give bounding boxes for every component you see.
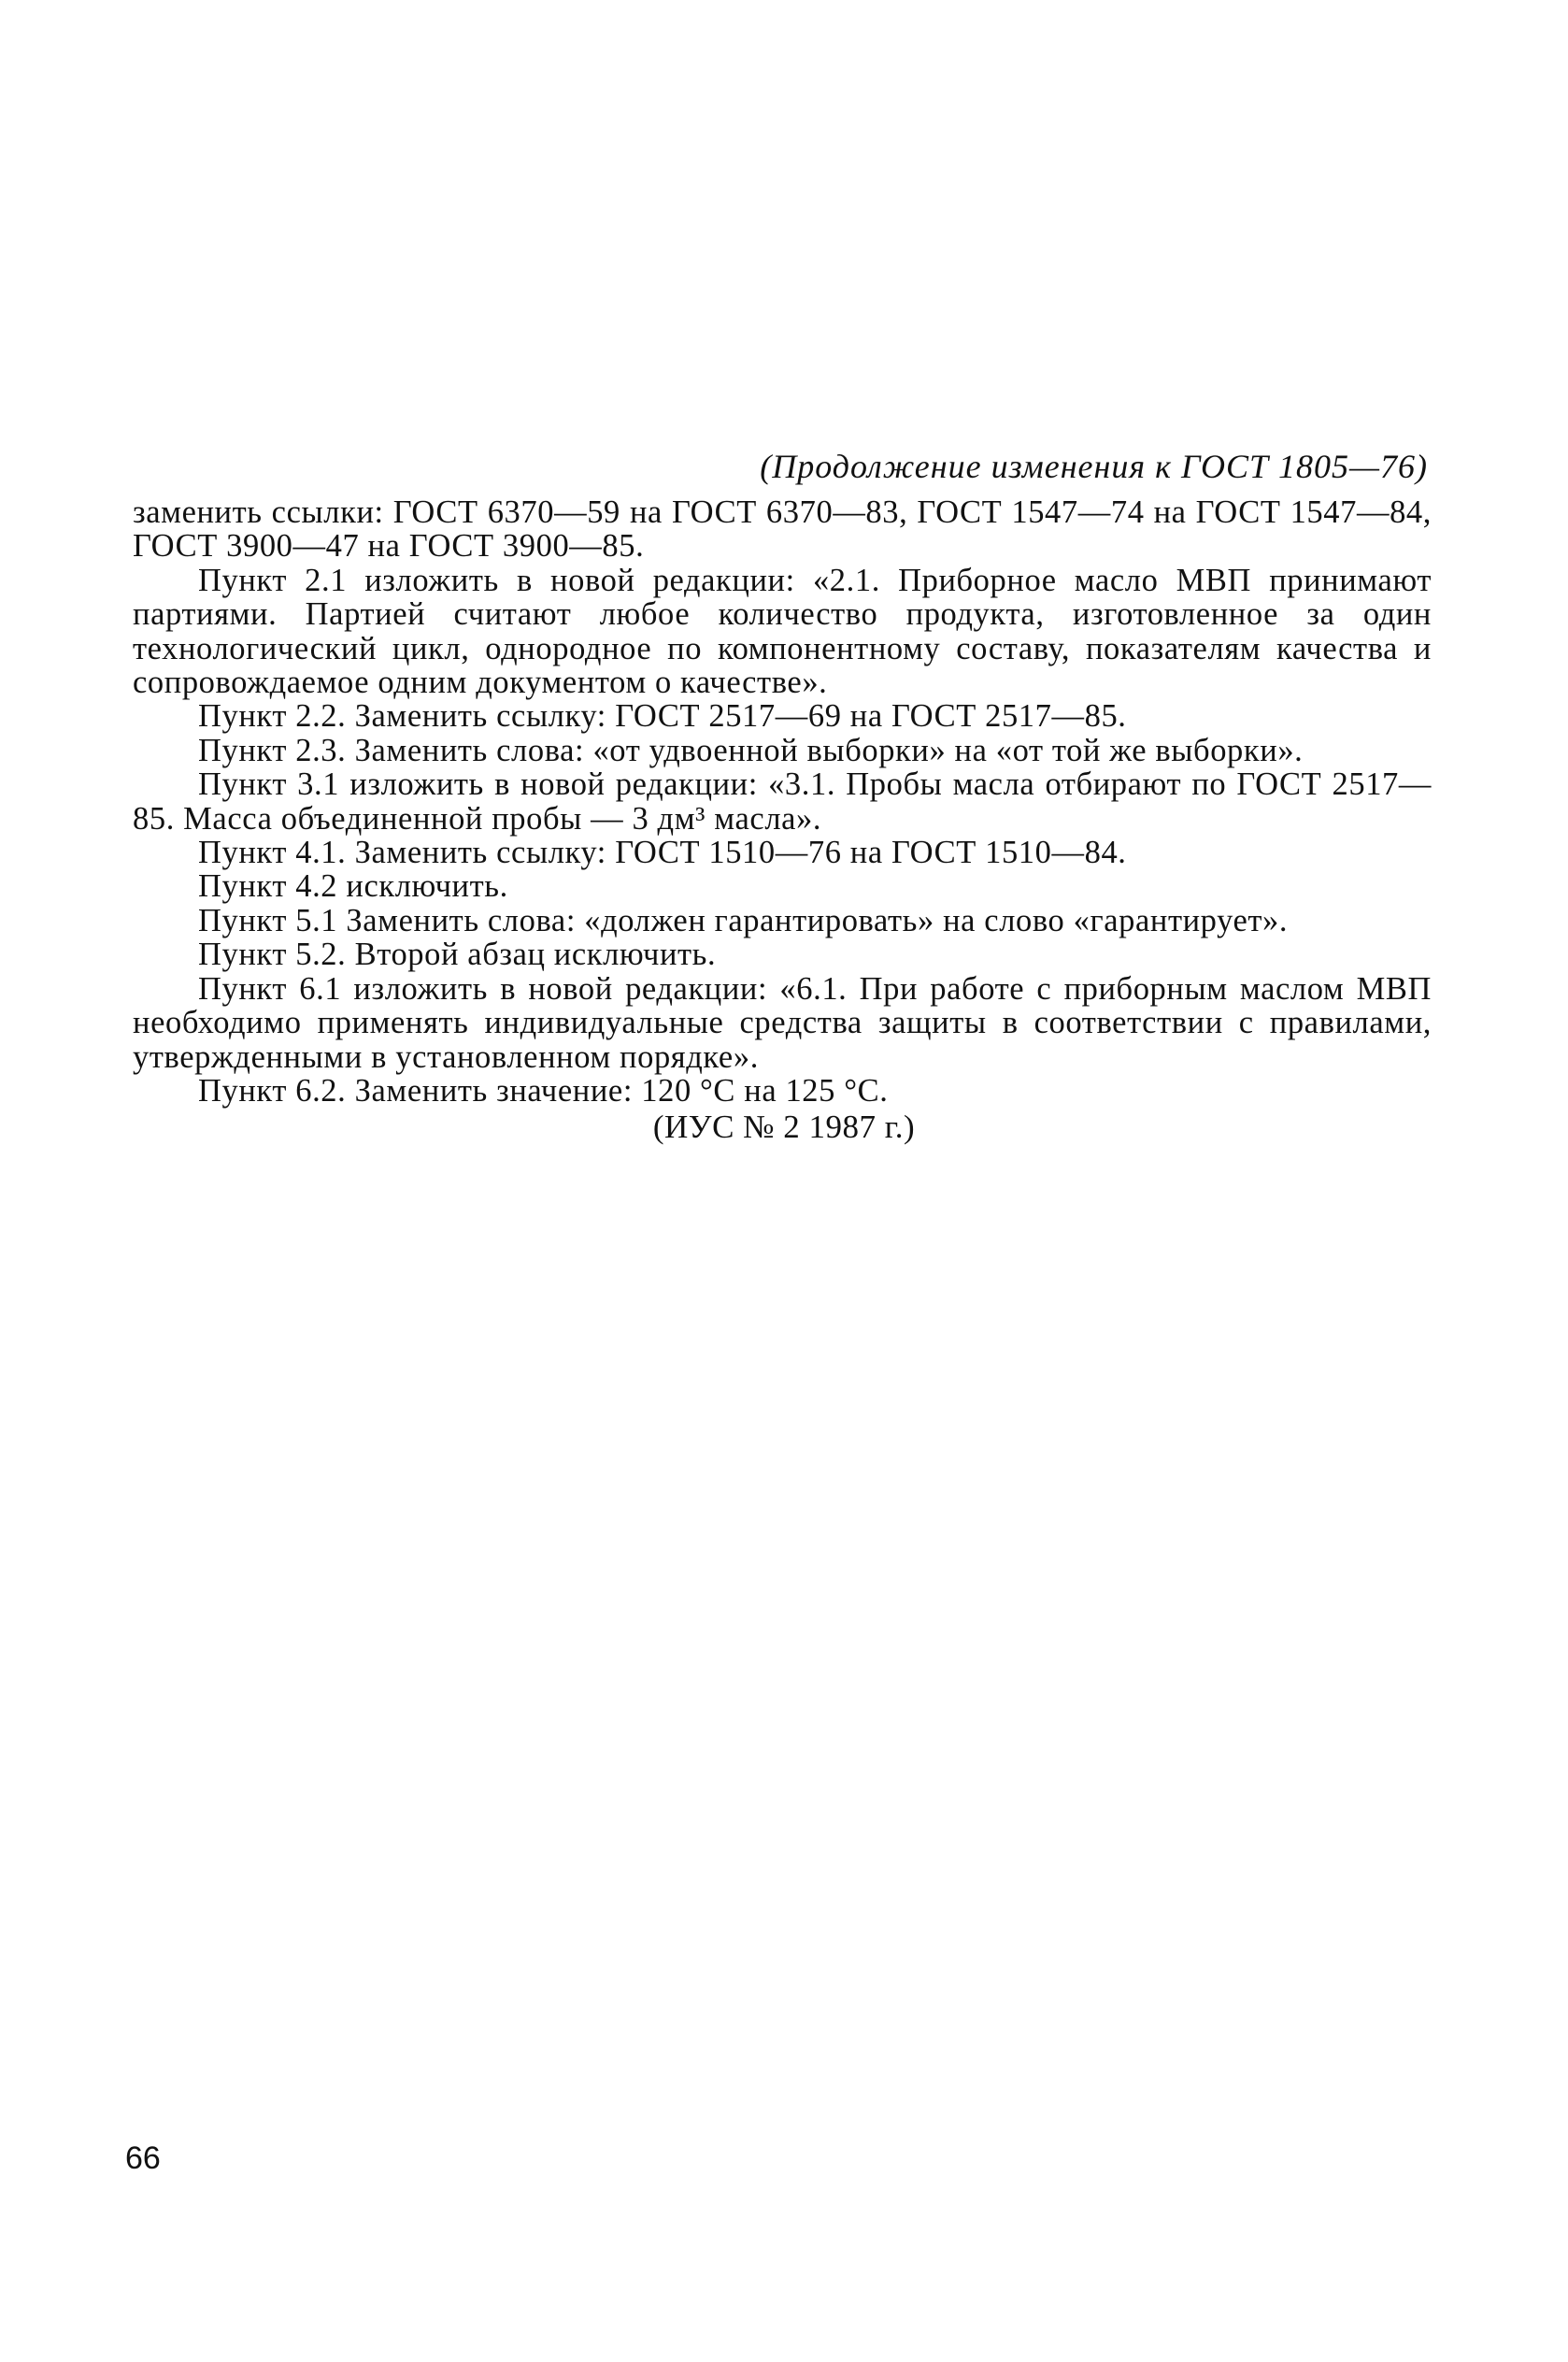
- paragraph-item-2-1: Пункт 2.1 изложить в новой редакции: «2.1. Приборное масло МВП принимают партиями. Партией считают любое количество продукта, изготовленное за один технологический цикл, однородное по компонентному составу, показателям качества и сопровождаемое одним документом о качестве».: [133, 562, 1432, 701]
- paragraph-item-4-2: Пункт 4.2 исключить.: [198, 868, 508, 905]
- paragraph-item-5-1: Пункт 5.1 Заменить слова: «должен гарантировать» на слово «гарантирует».: [198, 902, 1289, 938]
- paragraph-references: заменить ссылки: ГОСТ 6370—59 на ГОСТ 6370—83, ГОСТ 1547—74 на ГОСТ 1547—84, ГОСТ 3900—47 на ГОСТ 3900—85.: [133, 494, 1432, 565]
- paragraph-item-2-3: Пункт 2.3. Заменить слова: «от удвоенной выборки» на «от той же выборки».: [198, 732, 1304, 768]
- amendment-body: [133, 495, 1432, 1108]
- source-note: (ИУС № 2 1987 г.): [652, 1109, 916, 1145]
- paragraph-item-3-1: Пункт 3.1 изложить в новой редакции: «3.1. Пробы масла отбирают по ГОСТ 2517—85. Масса объединенной пробы — 3 дм³ масла».: [133, 766, 1432, 837]
- paragraph-item-2-2: Пункт 2.2. Заменить ссылку: ГОСТ 2517—69 на ГОСТ 2517—85.: [198, 698, 1127, 735]
- continuation-header: (Продолжение изменения к ГОСТ 1805—76): [760, 448, 1428, 485]
- page-number: 66: [125, 2140, 161, 2176]
- paragraph-item-5-2: Пункт 5.2. Второй абзац исключить.: [198, 937, 717, 973]
- paragraph-item-6-1: Пункт 6.1 изложить в новой редакции: «6.1. При работе с приборным маслом МВП необходимо применять индивидуальные средства защиты в соответствии с правилами, утвержденными в установленном порядке».: [133, 970, 1432, 1075]
- paragraph-item-6-2: Пункт 6.2. Заменить значение: 120 °С на 125 °С.: [198, 1072, 889, 1109]
- paragraph-item-4-1: Пункт 4.1. Заменить ссылку: ГОСТ 1510—76 на ГОСТ 1510—84.: [198, 835, 1127, 871]
